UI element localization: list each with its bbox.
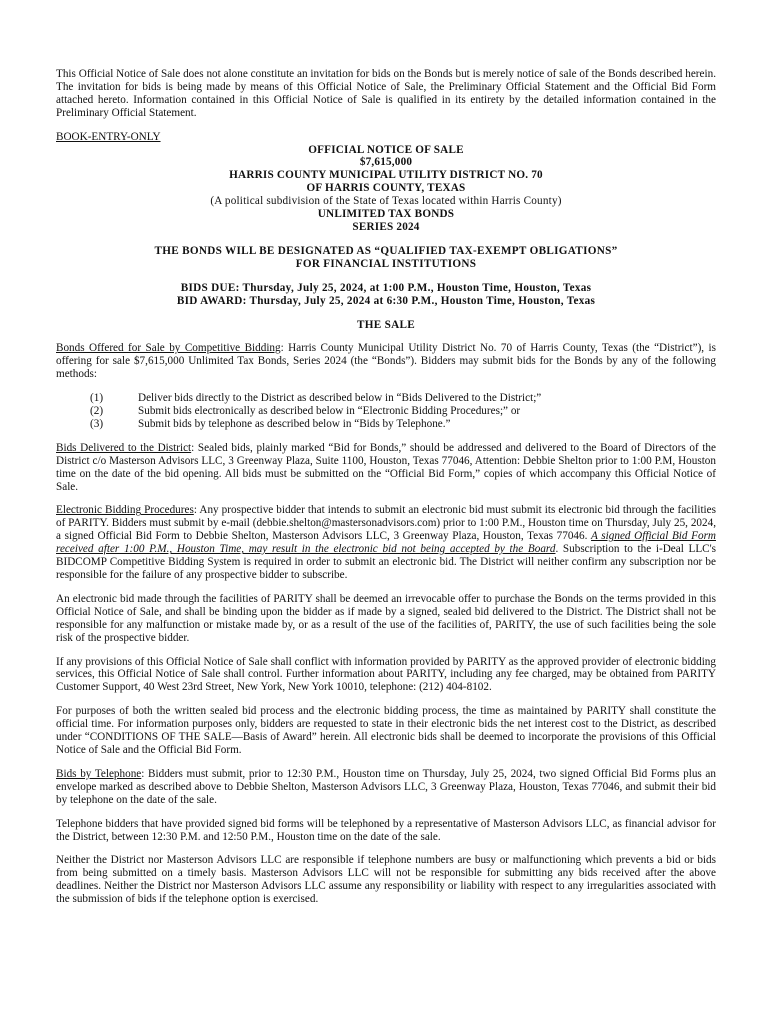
delivered-label: Bids Delivered to the District <box>56 441 192 454</box>
list-item-text: Submit bids by telephone as described below in “Bids by Telephone.” <box>138 417 451 430</box>
offered-text: : Harris County Municipal Utility District No. 70 of Harris County, Texas (the “District”), is offering for sale $7,615,000 Unlimited Tax Bonds, Series 2024 (the “Bonds”). Bidders may submit bids for the Bonds by any of the following methods: <box>56 342 716 381</box>
designation-line-2: FOR FINANCIAL INSTITUTIONS <box>295 257 477 270</box>
list-item-number: (2) <box>90 405 104 418</box>
delivered-paragraph <box>56 442 716 494</box>
designation-line-1: THE BONDS WILL BE DESIGNATED AS “QUALIFIED TAX-EXEMPT OBLIGATIONS” <box>154 244 618 257</box>
bid-award: BID AWARD: Thursday, July 25, 2024 at 6:30 P.M., Houston Time, Houston, Texas <box>176 294 596 307</box>
electronic-label: Electronic Bidding Procedures <box>56 504 194 517</box>
title-bond-type: UNLIMITED TAX BONDS <box>317 208 455 221</box>
telephone-text: : Bidders must submit, prior to 12:30 P.M., Houston time on Thursday, July 25, 2024, two signed Official Bid Forms plus an envelope marked as described above to Debbie Shelton, Masterson Advisors LLC, 3 Greenway Plaza, Houston, Texas 77046, and submit their bid by telephone on the date of the sale. <box>56 767 716 806</box>
electronic-text-1: : Any prospective bidder that intends to submit an electronic bid must submit its electronic bid through the facilities of PARITY. Bidders must submit by e-mail (debbie.shelton@mastersonadvisors.com) prior to 1:00 P.M., Houston time on Thursday, July 25, 2024, a signed Official Bid Form to Debbie Shelton, Masterson Advisors LLC, 3 Greenway Plaza, Houston, Texas 77046. <box>56 504 716 543</box>
irrevocable-paragraph: An electronic bid made through the facilities of PARITY shall be deemed an irrevocable offer to purchase the Bonds on the terms provided in this Official Notice of Sale, and shall be binding upon the bidder as if made by a signed, sealed bid delivered to the District. The District shall not be responsible for any malfunction or mistake made by, or as a result of the use of the facilities of, PARITY, the use of such facilities being the sole risk of the prospective bidder. <box>56 592 716 644</box>
section-heading-the-sale: THE SALE <box>356 318 416 331</box>
title-issuer: HARRIS COUNTY MUNICIPAL UTILITY DISTRICT NO. 70 <box>229 169 543 182</box>
title-block <box>56 144 716 234</box>
bids-due: BIDS DUE: Thursday, July 25, 2024, at 1:00 P.M., Houston Time, Houston, Texas <box>180 281 592 294</box>
title-amount: $7,615,000 <box>359 156 413 169</box>
telephoned-paragraph: Telephone bidders that have provided signed bid forms will be telephoned by a representative of Masterson Advisors LLC, as financial advisor for the District, between 12:30 P.M. and 12:50 P.M., Houston time on the date of the sale. <box>56 817 716 843</box>
bid-methods-list <box>90 392 716 431</box>
intro-paragraph: This Official Notice of Sale does not alone constitute an invitation for bids on the Bonds but is merely notice of sale of the Bonds described herein. The invitation for bids is being made by means of this Official Notice of Sale, the Preliminary Official Statement and the Official Bid Form attached hereto. Information contained in this Official Notice of Sale is qualified in its entirety by the detailed information contained in the Preliminary Official Statement. <box>56 68 716 119</box>
official-time-paragraph: For purposes of both the written sealed bid process and the electronic bidding process, the time as maintained by PARITY shall constitute the official time. For information purposes only, bidders are requested to state in their electronic bids the net interest cost to the District, as described under “CONDITIONS OF THE SALE—Basis of Award” herein. All electronic bids shall be deemed to incorporate the provisions of this Official Notice of Sale and the Official Bid Form. <box>56 705 716 756</box>
book-entry-label: BOOK-ENTRY-ONLY <box>56 130 161 143</box>
notice-page <box>56 68 716 906</box>
list-item-number: (1) <box>90 392 104 405</box>
list-item-text: Submit bids electronically as described below in “Electronic Bidding Procedures;” or <box>138 405 521 418</box>
telephone-label: Bids by Telephone <box>56 767 142 780</box>
title-subdivision: (A political subdivision of the State of Texas located within Harris County) <box>210 195 562 208</box>
electronic-emphasis: A signed Official Bid Form received after 1:00 P.M., Houston Time, may result in the electronic bid not being accepted by the Board <box>56 530 716 556</box>
electronic-text-2: . Subscription to the i-Deal LLC's BIDCOMP Competitive Bidding System is required in order to submit an electronic bid. The District will neither confirm any subscription nor be responsible for the failure of any prospective bidder to subscribe. <box>56 543 716 581</box>
delivered-text: : Sealed bids, plainly marked “Bid for Bonds,” should be addressed and delivered to the Board of Directors of the District c/o Masterson Advisors LLC, 3 Greenway Plaza, Suite 1100, Houston, Texas 77046, Attention: Debbie Shelton prior to 1:00 P.M, Houston time on the date of the bid opening. All bids must be submitted on the “Official Bid Form,” copies of which accompany this Official Notice of Sale. <box>56 441 716 493</box>
list-item <box>90 418 716 431</box>
electronic-paragraph <box>56 504 716 581</box>
conflict-paragraph: If any provisions of this Official Notice of Sale shall conflict with information provided by PARITY as the approved provider of electronic bidding services, this Official Notice of Sale shall control. Further information about PARITY, including any fee charged, may be obtained from PARITY Customer Support, 40 West 23rd Street, New York, New York 10010, telephone: (212) 404-8102. <box>56 655 716 694</box>
responsibility-paragraph: Neither the District nor Masterson Advisors LLC are responsible if telephone numbers are busy or malfunctioning which prevents a bid or bids from being submitted on a timely basis. Masterson Advisors LLC will not be responsible for submitting any bids received after the above deadlines. Neither the District nor Masterson Advisors LLC assume any responsibility or liability with respect to any irregularities associated with the submission of bids if the telephone option is exercised. <box>56 854 716 906</box>
list-item <box>90 392 716 405</box>
offered-paragraph <box>56 342 716 381</box>
list-item <box>90 405 716 418</box>
title-series: SERIES 2024 <box>352 220 420 233</box>
title-county: OF HARRIS COUNTY, TEXAS <box>306 182 466 195</box>
title-line-1: OFFICIAL NOTICE OF SALE <box>308 143 464 156</box>
telephone-paragraph <box>56 768 716 807</box>
offered-label: Bonds Offered for Sale by Competitive Bidding <box>56 342 281 355</box>
list-item-number: (3) <box>90 417 104 430</box>
list-item-text: Deliver bids directly to the District as described below in “Bids Delivered to the District;” <box>138 392 542 405</box>
